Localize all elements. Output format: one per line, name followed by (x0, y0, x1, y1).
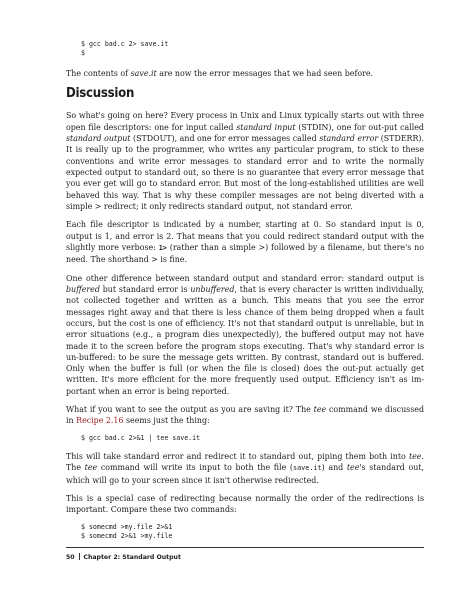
text-run: are now the error messages that we had seen before. (156, 69, 374, 78)
paragraph-order: This is a special case of redirecting because normally the order of the redirections is important. Compare these two commands: (66, 494, 424, 515)
page-content (66, 40, 424, 541)
footer-separator (79, 553, 80, 560)
text-run: 's standard out, which will go to your screen since it isn't otherwise redirected. (66, 463, 424, 485)
term: standard output (66, 134, 131, 144)
text-run: Each file descriptor is indicated by a number, starting at 0. So standard input is 0, output is 1, and error is 2. That means that you could redirect standard output with the slightly more verbose: (66, 220, 424, 252)
text-run: (STDIN), one for out-put called (295, 122, 424, 132)
text-run: command we discussed in (66, 405, 424, 426)
section-heading: Discussion (66, 86, 135, 102)
code-line: $ somecmd 2>&1 >my.file (81, 531, 173, 540)
text-run: (STDOUT), and one for error messages called (130, 134, 320, 144)
command-name: tee (313, 405, 327, 415)
term: buffered (66, 285, 100, 295)
paragraph-tee-explanation (66, 451, 424, 486)
code-block-compare (81, 523, 424, 541)
term: standard error (319, 134, 379, 144)
page-footer (66, 547, 424, 561)
page-number: 50 (66, 554, 75, 561)
text-run: This will take standard error and redirect it to standard out, piping them both into (66, 451, 409, 461)
paragraph-buffering (66, 273, 424, 397)
term: standard input (236, 122, 296, 132)
inline-code: save.it (292, 464, 322, 473)
chapter-title: Chapter 2: Standard Output (83, 554, 181, 561)
text-run: , that is every character is written individually, not collected together and written as a bunch. This means that you see the error messages right away and that there is less chance of them being dropped when a fault occurs, but the cost is one of efficiency. It's not that standard output is unreliable, but in error situations (e.g., a program dies unexpectedly), the buffered output may not have made it to the screen before the program stops executing. That's why standard error is un-buffered: to be sure the message gets written. By contrast, standard out is buffered. Only when the buffer is full (or when the file is closed) does the out-put actually get written. It's more efficient for the more frequently used output. Efficiency isn't as im-portant when an error is being reported. (66, 285, 424, 396)
paragraph-file-descriptors (66, 110, 424, 212)
command-name: tee (408, 451, 422, 461)
command-name: tee (84, 463, 98, 473)
code-line: $ (81, 49, 85, 57)
text-run: (rather than a simple >) followed by a filename, but there's no need. The shorthand > is fine. (66, 242, 424, 265)
text-run: but standard error is (99, 285, 191, 295)
code-line: $ gcc bad.c 2> save.it (81, 40, 169, 48)
text-run: (STDERR). It is really up to the programmer, who writes any particular program, to stick to these conventions and write error messages to standard error and to write the normally expected output to standard out, so there is no guarantee that every error message that you ever get will go to standard error. But most of the long-established utilities are well behaved this way. That is why these compiler messages are not being diverted with a simple > redirect; it only redirects standard output, not standard error. (66, 134, 424, 211)
text-run: One other difference between standard output and standard error: standard output is (66, 273, 424, 283)
text-run: . The (66, 451, 424, 473)
paragraph-contents (66, 68, 424, 79)
recipe-link[interactable]: Recipe 2.16 (76, 416, 124, 426)
code-line: $ somecmd >my.file 2>&1 (81, 522, 173, 531)
text-run: ) and (321, 463, 347, 473)
command-name: tee (346, 463, 360, 473)
paragraph-descriptor-numbers (66, 219, 424, 265)
code-block-top (81, 40, 424, 58)
term: unbuffered (190, 285, 235, 295)
text-run: The contents of (66, 69, 131, 78)
text-run: What if you want to see the output as you are saving it? The (66, 405, 314, 415)
filename: save.it (130, 69, 157, 78)
inline-code: 1> (158, 243, 167, 252)
code-block-tee: $ gcc bad.c 2>&1 | tee save.it (81, 433, 201, 442)
text-run: So what's going on here? Every process in Unix and Linux typically starts out with three open file descriptors: one for input called (66, 111, 424, 132)
text-run: seems just the thing: (123, 416, 210, 426)
text-run: command will write its input to both the file ( (97, 463, 293, 473)
paragraph-tee-intro (66, 404, 424, 427)
